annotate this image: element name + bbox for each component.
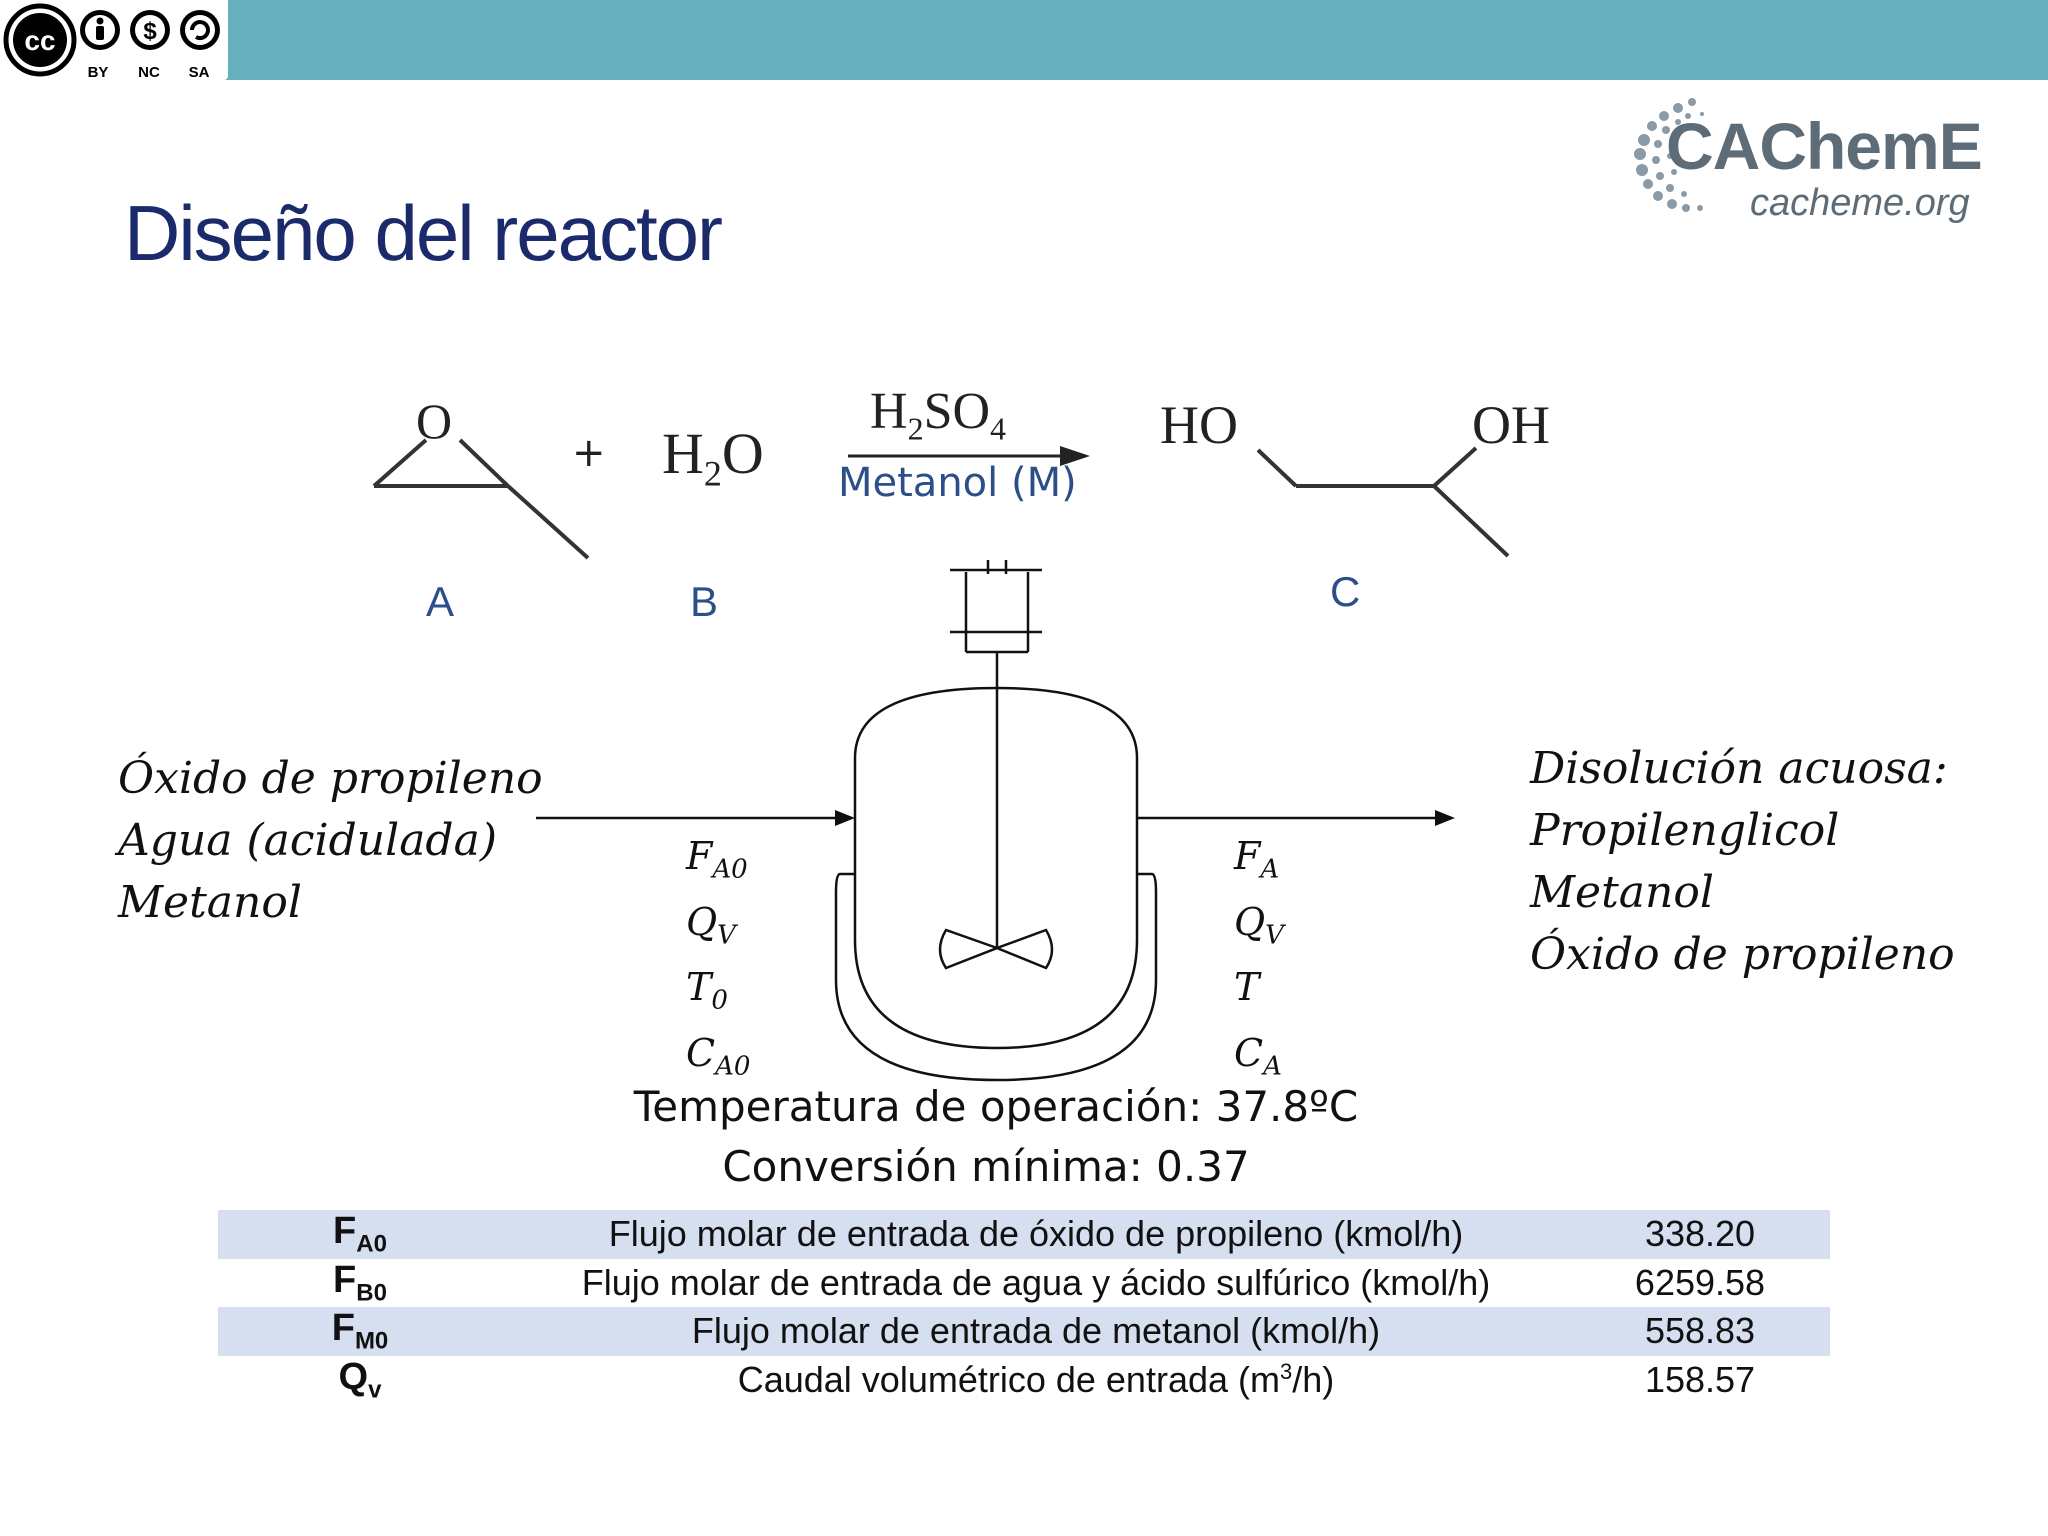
epoxide-oxygen: O xyxy=(416,393,453,449)
outlet-arrow xyxy=(1137,810,1455,826)
label-b: B xyxy=(690,578,719,625)
inlet-variables xyxy=(686,830,750,1092)
svg-text:$: $ xyxy=(143,18,157,45)
plus-sign: + xyxy=(572,430,606,476)
table-value: 338.20 xyxy=(1570,1210,1830,1259)
product-oh: OH xyxy=(1472,395,1550,455)
license-nc: NC xyxy=(138,64,160,80)
table-row xyxy=(218,1356,1830,1405)
inlet-var: $F_{A0}$ xyxy=(686,834,748,885)
outlet-line: Disolución acuosa: xyxy=(1530,743,1948,794)
label-a: A xyxy=(426,578,455,625)
table-symbol: $Q_v$ xyxy=(338,1355,382,1404)
license-sa: SA xyxy=(188,64,210,80)
outlet-var: $F_A$ xyxy=(1234,834,1280,885)
minimum-conversion: Conversión mínima: 0.37 xyxy=(722,1142,1250,1191)
propylene-glycol-structure xyxy=(1258,448,1508,556)
product-ho: HO xyxy=(1160,395,1238,455)
solvent-label: Metanol (M) xyxy=(838,460,1077,506)
inlet-line: Agua (acidulada) xyxy=(118,815,497,866)
logo-wordmark: CAChemE xyxy=(1666,109,1982,183)
table-description: Caudal volumétrico de entrada $(m^3/h)$ xyxy=(737,1359,1335,1401)
epoxide-structure xyxy=(374,440,588,558)
feed-data-table xyxy=(218,1210,1830,1404)
label-c: C xyxy=(1330,568,1361,615)
table-description: Flujo molar de entrada de agua y ácido sulfúrico (kmol/h) xyxy=(581,1261,1491,1303)
reactor-vessel xyxy=(836,560,1156,1080)
inlet-composition xyxy=(118,748,543,934)
cc-text: cc xyxy=(24,25,56,56)
operating-temperature: Temperatura de operación: 37.8ºC xyxy=(633,1082,1359,1131)
table-row xyxy=(218,1259,1830,1308)
water-formula: $H_2O$ xyxy=(662,421,764,494)
license-by: BY xyxy=(87,64,109,80)
outlet-line: Óxido de propileno xyxy=(1530,929,1955,980)
outlet-variables xyxy=(1234,830,1284,1092)
inlet-var: $C_{A0}$ xyxy=(686,1030,751,1082)
table-description: Flujo molar de entrada de óxido de propileno (kmol/h) xyxy=(502,1210,1570,1259)
page-title: Diseño del reactor xyxy=(124,189,721,277)
outlet-var: $C_A$ xyxy=(1234,1030,1282,1082)
inlet-var: $Q_V$ xyxy=(686,899,736,951)
inlet-line: Metanol xyxy=(118,877,302,928)
table-symbol: $F_{M0}$ xyxy=(218,1307,502,1356)
table-description: Flujo molar de entrada de metanol (kmol/h) xyxy=(502,1307,1570,1356)
inlet-line: Óxido de propileno xyxy=(118,753,543,804)
table-value: 558.83 xyxy=(1570,1307,1830,1356)
outlet-composition xyxy=(1530,738,1955,986)
table-row xyxy=(218,1307,1830,1356)
table-value: 158.57 xyxy=(1644,1359,1756,1401)
table-symbol: $F_{A0}$ xyxy=(218,1210,502,1259)
outlet-line: Propilenglicol xyxy=(1530,805,1840,856)
catalyst-formula: $H_2SO_4$ xyxy=(870,383,1007,447)
outlet-var: T xyxy=(1234,965,1260,1010)
table-value: 6259.58 xyxy=(1634,1261,1766,1303)
table-symbol: $F_{B0}$ xyxy=(333,1258,387,1307)
inlet-var: $T_0$ xyxy=(686,965,728,1016)
table-row xyxy=(218,1210,1830,1259)
outlet-var: $Q_V$ xyxy=(1234,899,1284,951)
inlet-arrow xyxy=(536,810,855,826)
logo-url: cacheme.org xyxy=(1750,182,1970,224)
outlet-line: Metanol xyxy=(1530,867,1714,918)
